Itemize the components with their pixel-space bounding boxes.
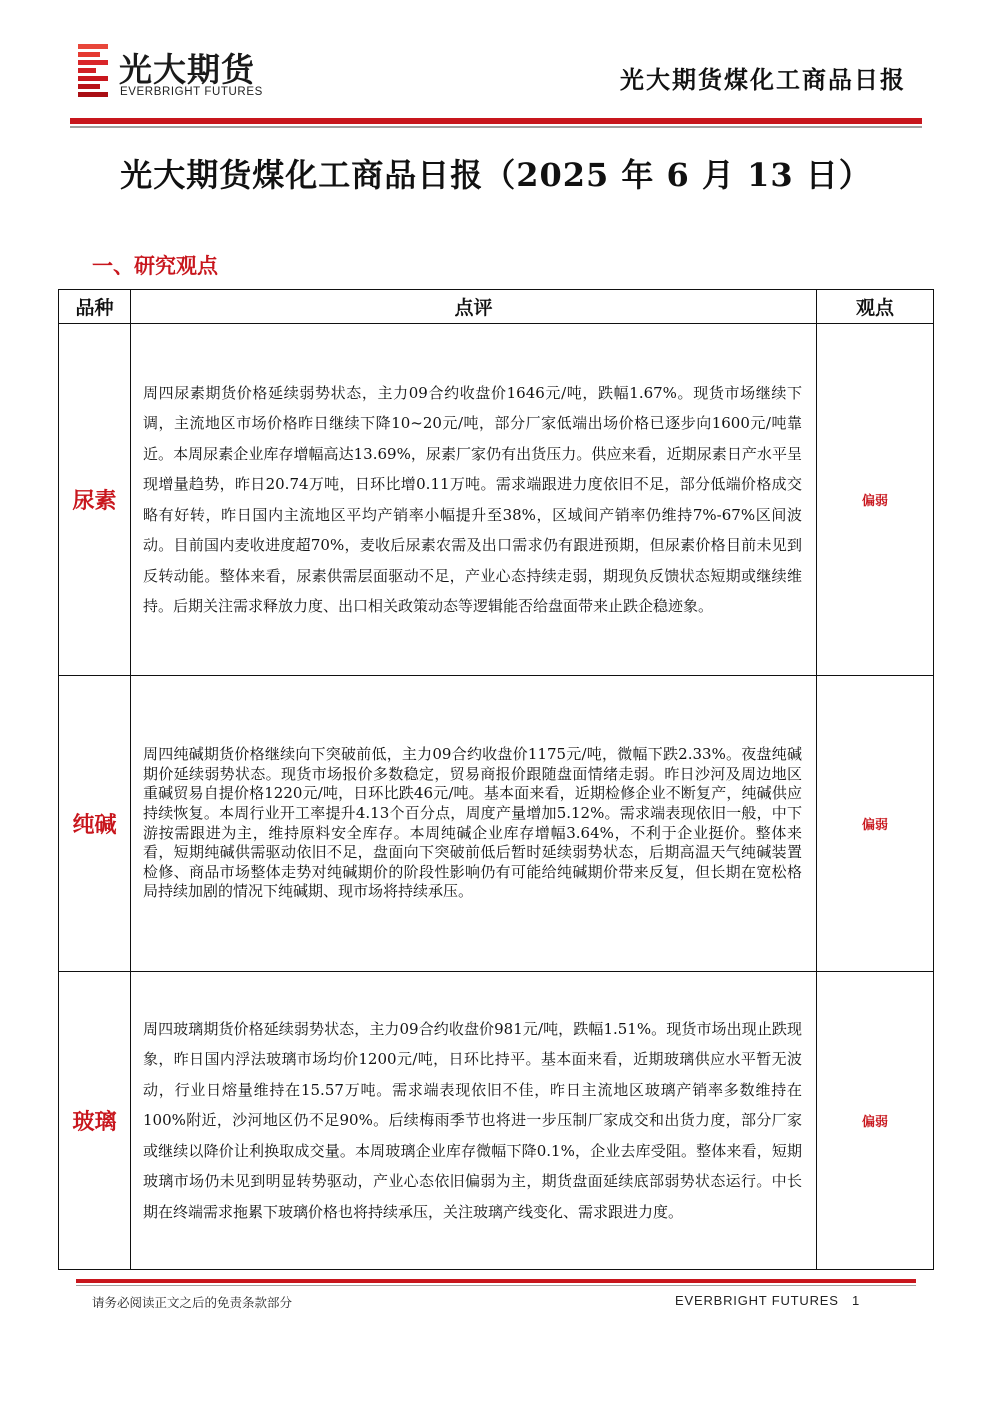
- table-row-glass: [59, 972, 934, 1270]
- company-logo: [76, 42, 286, 102]
- variety-cell: 玻璃: [59, 972, 131, 1270]
- footer-disclaimer: 请务必阅读正文之后的免责条款部分: [92, 1295, 293, 1310]
- table-header-row: [59, 290, 934, 324]
- header-divider-thin: [70, 126, 922, 128]
- header-view: 观点: [817, 290, 934, 324]
- logo-chinese-name: 光大期货: [119, 50, 255, 89]
- table-row-soda-ash: [59, 676, 934, 972]
- footer-brand-page: [675, 1293, 860, 1308]
- comment-cell: 周四尿素期货价格延续弱势状态，主力09合约收盘价1646元/吨，跌幅1.67%。现货市场继续下调，主流地区市场价格昨日继续下降10~20元/吨，部分厂家低端出场价格已逐步向1600元/吨靠近。本周尿素企业库存增幅高达13.69%，尿素厂家仍有出货压力。供应来看，近期尿素日产水平呈现增量趋势，昨日20.74万吨，日环比增0.11万吨。需求端跟进力度依旧不足，部分低端价格成交略有好转，昨日国内主流地区平均产销率小幅提升至38%，区域间产销率仍维持7%-67%区间波动。目前国内麦收进度超70%，麦收后尿素农需及出口需求仍有跟进预期，但尿素价格目前未见到反转动能。整体来看，尿素供需层面驱动不足，产业心态持续走弱，期现负反馈状态短期或继续维持。后期关注需求释放力度、出口相关政策动态等逻辑能否给盘面带来止跌企稳迹象。: [131, 324, 817, 676]
- everbright-logo-icon: [76, 42, 110, 98]
- comment-cell: 周四玻璃期货价格延续弱势状态，主力09合约收盘价981元/吨，跌幅1.51%。现货市场出现止跌现象，昨日国内浮法玻璃市场均价1200元/吨，日环比持平。基本面来看，近期玻璃供应水平暂无波动，行业日熔量维持在15.57万吨。需求端表现依旧不佳，昨日主流地区玻璃产销率多数维持在100%附近，沙河地区仍不足90%。后续梅雨季节也将进一步压制厂家成交和出货力度，部分厂家或继续以降价让利换取成交量。本周玻璃企业库存微幅下降0.1%，企业去库受阻。整体来看，短期玻璃市场仍未见到明显转势驱动，产业心态依旧偏弱为主，期货盘面延续底部弱势状态运行。中长期在终端需求拖累下玻璃价格也将持续承压，关注玻璃产线变化、需求跟进力度。: [131, 972, 817, 1270]
- variety-cell: 纯碱: [59, 676, 131, 972]
- comment-cell: 周四纯碱期货价格继续向下突破前低，主力09合约收盘价1175元/吨，微幅下跌2.33%。夜盘纯碱期价延续弱势状态。现货市场报价多数稳定，贸易商报价跟随盘面情绪走弱。昨日沙河及周边地区重碱贸易自提价格1220元/吨，日环比跌46元/吨。基本面来看，近期检修企业不断复产，纯碱供应持续恢复。本周行业开工率提升4.13个百分点，周度产量增加5.12%。需求端表现依旧一般，中下游按需跟进为主，维持原料安全库存。本周纯碱企业库存增幅3.64%，不利于企业挺价。整体来看，短期纯碱供需驱动依旧不足，盘面向下突破前低后暂时延续弱势状态，后期高温天气纯碱装置检修、商品市场整体走势对纯碱期价的阶段性影响仍有可能给纯碱期价带来反复，但长期在宽松格局持续加剧的情况下纯碱期、现市场将持续承压。: [131, 676, 817, 972]
- view-cell: 偏弱: [817, 972, 934, 1270]
- view-cell: 偏弱: [817, 676, 934, 972]
- header-divider: [70, 118, 922, 124]
- view-cell: 偏弱: [817, 324, 934, 676]
- page-title: 光大期货煤化工商品日报（2025 年 6 月 13 日）: [120, 156, 872, 194]
- research-view-table: [58, 289, 934, 1270]
- header-variety: 品种: [59, 290, 131, 324]
- footer-divider-thin: [76, 1285, 916, 1286]
- header-report-title: 光大期货煤化工商品日报: [620, 65, 906, 94]
- page-header: [0, 0, 992, 130]
- logo-english-name: EVERBRIGHT FUTURES: [120, 86, 263, 98]
- page-number: 1: [851, 1293, 860, 1308]
- section-heading: 一、研究观点: [92, 254, 218, 278]
- footer-brand: EVERBRIGHT FUTURES: [675, 1293, 839, 1308]
- variety-cell: 尿素: [59, 324, 131, 676]
- header-comment: 点评: [131, 290, 817, 324]
- table-row-urea: [59, 324, 934, 676]
- footer-divider: [76, 1279, 916, 1283]
